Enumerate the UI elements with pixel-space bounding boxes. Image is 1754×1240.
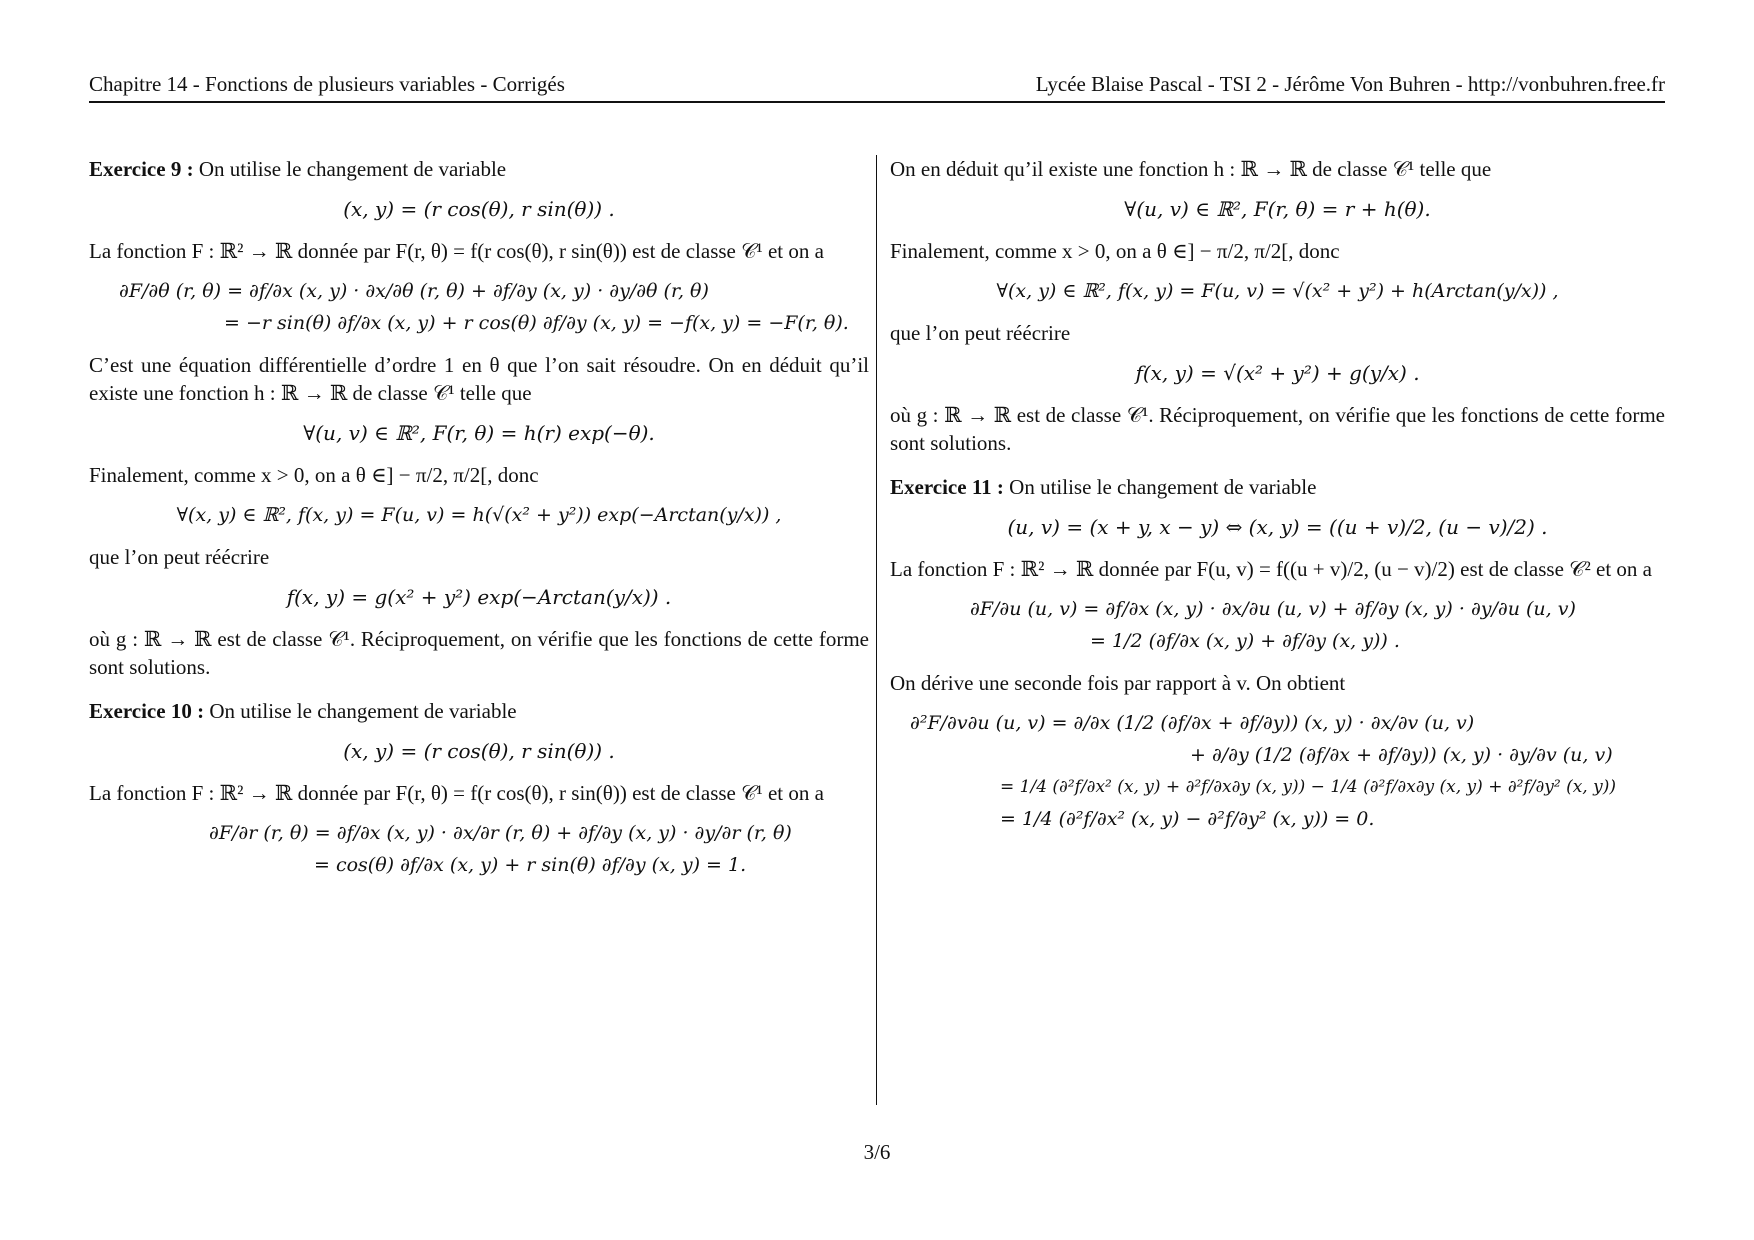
header-chapter-title: Chapitre 14 - Fonctions de plusieurs variables - Corrigés — [89, 72, 565, 96]
ex10-general-solution: ∀(x, y) ∈ ℝ², f(x, y) = F(u, v) = √(x² + y²) + h(Arctan(y/x)) , — [996, 280, 1559, 302]
ex11-first-derivative-line-1: ∂F/∂u (u, v) = ∂f/∂x (x, y) · ∂x/∂u (u, v) + ∂f/∂y (x, y) · ∂y/∂u (u, v) — [970, 598, 1576, 620]
page-number: 3/6 — [863, 1140, 891, 1164]
exercise-9-intro — [89, 155, 869, 183]
ex9-partial-derivative-line-2: = −r sin(θ) ∂f/∂x (x, y) + r cos(θ) ∂f/∂y (x, y) = −f(x, y) = −F(r, θ). — [224, 312, 849, 334]
exercise-11-title: Exercice 11 : — [890, 475, 1004, 499]
ex9-general-solution: ∀(x, y) ∈ ℝ², f(x, y) = F(u, v) = h(√(x² + y²)) exp(−Arctan(y/x)) , — [176, 504, 782, 526]
ex9-partial-derivative-line-1: ∂F/∂θ (r, θ) = ∂f/∂x (x, y) · ∂x/∂θ (r, θ) + ∂f/∂y (x, y) · ∂y/∂θ (r, θ) — [119, 280, 709, 302]
ex11-paragraph-2: On dérive une seconde fois par rapport à v. On obtient — [890, 671, 1346, 695]
exercise-9-title: Exercice 9 : — [89, 157, 194, 181]
ex11-paragraph-1: La fonction F : ℝ² → ℝ donnée par F(u, v) = f((u + v)/2, (u − v)/2) est de classe 𝒞² et on a — [890, 557, 1652, 581]
exercise-9-intro-text: On utilise le changement de variable — [198, 157, 507, 181]
ex10-paragraph-3: Finalement, comme x > 0, on a θ ∈] − π/2, π/2[, donc — [890, 239, 1340, 263]
ex10-paragraph-1: La fonction F : ℝ² → ℝ donnée par F(r, θ) = f(r cos(θ), r sin(θ)) est de classe 𝒞¹ et on a — [89, 781, 824, 805]
ex9-change-of-variable-equation: (x, y) = (r cos(θ), r sin(θ)) . — [343, 197, 615, 221]
ex10-paragraph-5: où g : ℝ → ℝ est de classe 𝒞¹. Réciproquement, on vérifie que les fonctions de cette forme sont solutions. — [890, 403, 1665, 455]
ex10-solution-equation: ∀(u, v) ∈ ℝ², F(r, θ) = r + h(θ). — [1124, 197, 1431, 221]
ex10-paragraph-4: que l’on peut réécrire — [890, 321, 1071, 345]
ex11-first-derivative-line-2: = 1/2 (∂f/∂x (x, y) + ∂f/∂y (x, y)) . — [1090, 630, 1400, 652]
ex11-second-derivative-line-1: ∂²F/∂v∂u (u, v) = ∂/∂x (1/2 (∂f/∂x + ∂f/∂y)) (x, y) · ∂x/∂v (u, v) — [910, 712, 1475, 734]
ex9-solution-equation: ∀(u, v) ∈ ℝ², F(r, θ) = h(r) exp(−θ). — [303, 421, 655, 445]
exercise-10-intro-text: On utilise le changement de variable — [209, 699, 517, 723]
exercise-10-title: Exercice 10 : — [89, 699, 205, 723]
ex9-paragraph-5: où g : ℝ → ℝ est de classe 𝒞¹. Réciproquement, on vérifie que les fonctions de cette forme sont solutions. — [89, 627, 869, 679]
right-column — [890, 155, 1665, 837]
ex11-second-derivative-line-3: = 1/4 (∂²f/∂x² (x, y) + ∂²f/∂x∂y (x, y)) − 1/4 (∂²f/∂x∂y (x, y) + ∂²f/∂y² (x, y)) — [1000, 777, 1616, 797]
ex10-change-of-variable-equation: (x, y) = (r cos(θ), r sin(θ)) . — [343, 739, 615, 763]
ex9-paragraph-3: Finalement, comme x > 0, on a θ ∈] − π/2, π/2[, donc — [89, 463, 539, 487]
ex9-paragraph-2: C’est une équation différentielle d’ordre 1 en θ que l’on sait résoudre. On en déduit qu’il existe une fonction h : ℝ → ℝ de classe 𝒞¹ telle que — [89, 353, 869, 405]
page-header — [89, 72, 1665, 102]
exercise-10-intro — [89, 697, 869, 725]
ex11-change-of-variable-equation: (u, v) = (x + y, x − y) ⇔ (x, y) = ((u + v)/2, (u − v)/2) . — [1007, 515, 1548, 539]
ex9-rewritten-solution: f(x, y) = g(x² + y²) exp(−Arctan(y/x)) . — [286, 585, 672, 609]
ex10-partial-derivative-line-2: = cos(θ) ∂f/∂x (x, y) + r sin(θ) ∂f/∂y (x, y) = 1. — [314, 854, 747, 876]
ex10-rewritten-solution: f(x, y) = √(x² + y²) + g(y/x) . — [1135, 361, 1420, 385]
exercise-11-intro — [890, 473, 1665, 501]
exercise-11-intro-text: On utilise le changement de variable — [1009, 475, 1317, 499]
ex11-second-derivative-line-4: = 1/4 (∂²f/∂x² (x, y) − ∂²f/∂y² (x, y)) = 0. — [1000, 808, 1375, 830]
column-divider — [876, 155, 877, 1105]
ex10-partial-derivative-line-1: ∂F/∂r (r, θ) = ∂f/∂x (x, y) · ∂x/∂r (r, θ) + ∂f/∂y (x, y) · ∂y/∂r (r, θ) — [209, 822, 792, 844]
ex11-second-derivative-line-2: + ∂/∂y (1/2 (∂f/∂x + ∂f/∂y)) (x, y) · ∂y/∂v (u, v) — [1190, 744, 1613, 766]
ex9-paragraph-4: que l’on peut réécrire — [89, 545, 270, 569]
left-column — [89, 155, 869, 883]
header-rule — [89, 101, 1665, 103]
ex9-paragraph-1: La fonction F : ℝ² → ℝ donnée par F(r, θ) = f(r cos(θ), r sin(θ)) est de classe 𝒞¹ et on a — [89, 239, 824, 263]
header-school-author: Lycée Blaise Pascal - TSI 2 - Jérôme Von Buhren - http://vonbuhren.free.fr — [1035, 72, 1665, 96]
ex10-paragraph-2: On en déduit qu’il existe une fonction h : ℝ → ℝ de classe 𝒞¹ telle que — [890, 157, 1492, 181]
